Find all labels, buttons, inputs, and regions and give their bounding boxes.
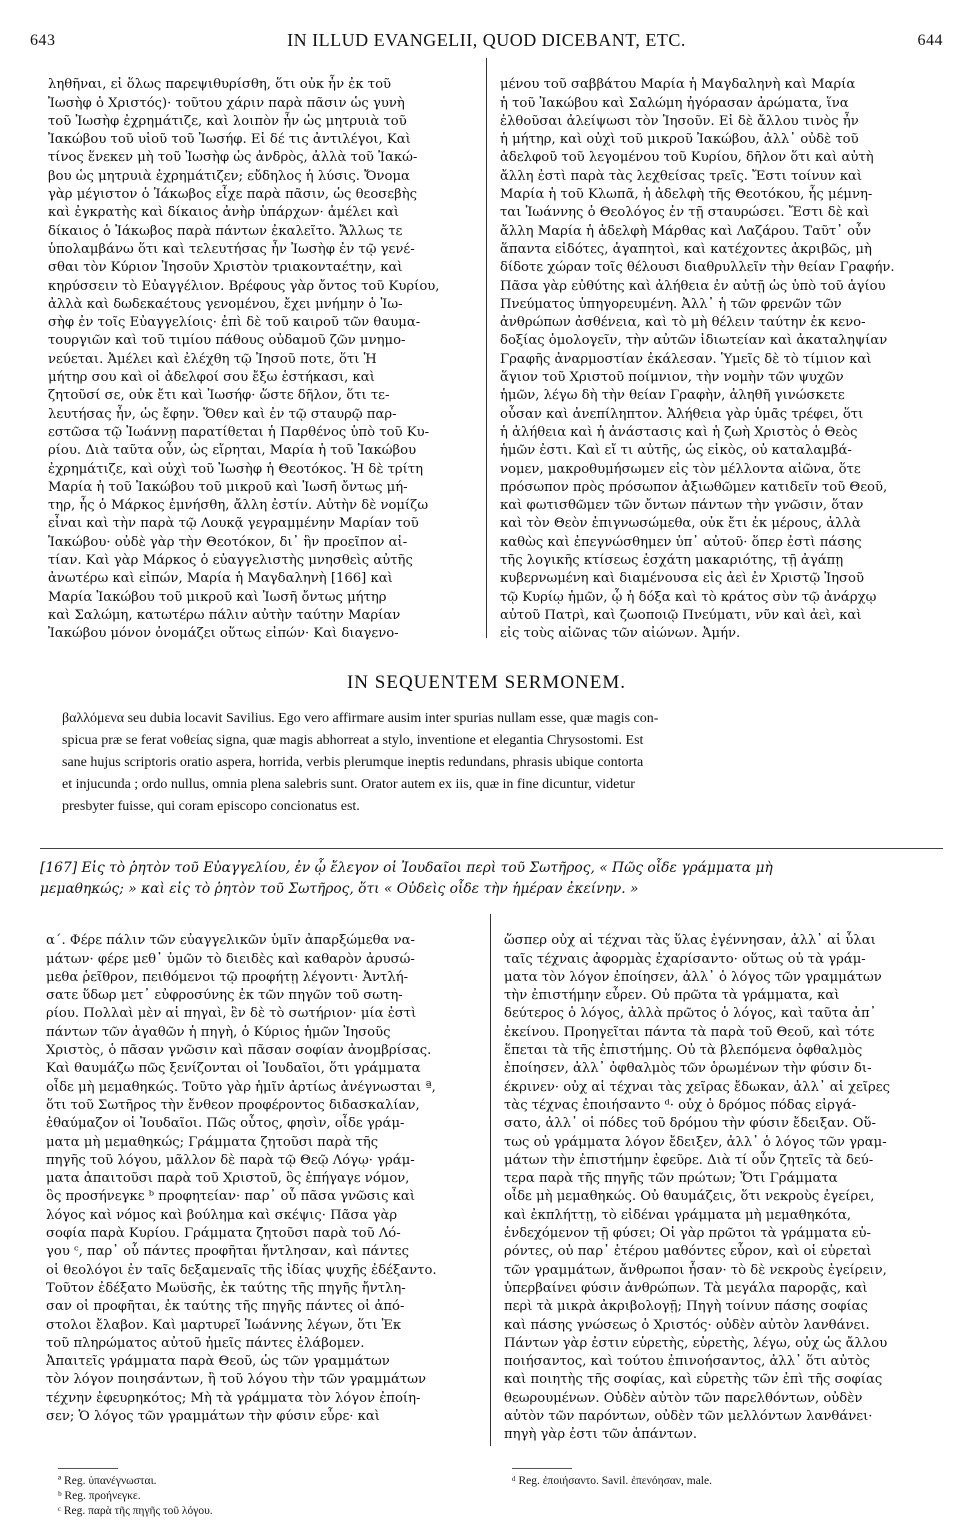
greek-text-block: ληθῆναι, εἰ ὅλως παρεψιθυρίσθη, ὅτι οὐκ ἦν ἐκ τοῦ Ἰωσὴφ ὁ Χριστός)· τοῦτου χάριν παρὰ πᾶσιν ὡς γυνὴ τοῦ Ἰωσὴφ ἐχρημάτιζε, καὶ λοιπὸν ἦν ὡς μητρυιὰ τοῦ Ἰακώβου τοῦ υἱοῦ τοῦ Ἰωσήφ. Εἰ δέ τις ἀντιλέγοι, Καὶ τίνος ἕνεκεν μὴ τοῦ Ἰωσὴφ ὡς ἀνδρὸς, ἀλλὰ τοῦ Ἰακώ- βου ὡς μητρυιὰ ἐχρημάτιζεν; εὔδηλος ἡ λύσις. Ὄνομα γὰρ μέγιστον ὁ Ἰάκωβος εἶχε παρὰ πᾶσιν, ὡς θεοσεβὴς καὶ ἐγκρατὴς καὶ δίκαιος ἀνὴρ ὑπάρχων· ἀμέλει καὶ δίκαιος ὁ Ἰάκωβος παρὰ πάντων ἐκαλεῖτο. Ἄλλως τε ὑπολαμβάνω ὅτι καὶ τελευτήσας ἦν Ἰωσὴφ ἐν τῷ γενέ- σθαι τὸν Κύριον Ἰησοῦν Χριστὸν τριακονταέτην, καὶ κηρύσσειν τὸ Εὐαγγέλιον. Βρέφους γὰρ ὄντος τοῦ Κυρίου, ἀλλὰ καὶ δωδεκαέτους γενομένου, ἔχει μνήμην ὁ Ἰω- σὴφ ἐν τοῖς Εὐαγγελίοις· ἐπὶ δὲ τοῦ καιροῦ τῶν θαυμα- τουργιῶν καὶ τοῦ τιμίου πάθους οὐδαμοῦ ζῶν μνημο- νεύεται. Ἀμέλει καὶ ἐλέχθη τῷ Ἰησοῦ ποτε, ὅτι Ἡ μήτηρ σου καὶ οἱ ἀδελφοί σου ἔξω ἑστήκασι, καὶ ζητοῦσί σε, οὐκ ἔτι καὶ Ἰωσήφ· ὥστε δῆλον, ὅτι τε- λευτήσας ἦν, ὡς ἔφην. Ὅθεν καὶ ἐν τῷ σταυρῷ παρ- εστῶσα τῷ Ἰωάννῃ παρατίθεται ἡ Παρθένος ὑπὸ τοῦ Κυ- ρίου. Διὰ ταῦτα οὖν, ὡς εἴρηται, Μαρία ἡ τοῦ Ἰακώβου ἐχρημάτιζε, καὶ οὐχὶ τοῦ Ἰωσὴφ ἡ Θεοτόκος. Ἡ δὲ τρίτη Μαρία ἡ τοῦ Ἰακώβου τοῦ μικροῦ καὶ Ἰωσῆ ὄντως μή- τηρ, ἧς ὁ Μάρκος ἐμνήσθη, ἄλλη ἐστίν. Αὐτὴν δὲ νομίζω εἶναι καὶ τὴν παρὰ τῷ Λουκᾷ γεγραμμένην Μαρίαν τοῦ Ἰακώβου· οὐδὲ γὰρ τὴν Θεοτόκον, δι᾽ ἣν προεῖπον αἰ- τίαν. Καὶ γὰρ Μάρκος ὁ εὐαγγελιστὴς μνησθεὶς αὐτῆς ἀνωτέρω καὶ εἰπών, Μαρία ἡ Μαγδαληνὴ [166] καὶ Μαρία Ἰακώβου τοῦ μικροῦ καὶ Ἰωσῆ ὄντως μήτηρ καὶ Σαλώμη, κατωτέρω πάλιν αὐτὴν ταύτην Μαρίαν Ἰακώβου μόνον ὀνομάζει οὕτως εἰπών· Καὶ διαγενο- (48, 77, 440, 642)
greek-text-block: ὥσπερ οὐχ αἱ τέχναι τὰς ὕλας ἐγέννησαν, ἀλλ᾽ αἱ ὗλαι ταῖς τέχναις ἀφορμὰς ἐχαρίσαντο· οὕτως οὐ τὰ γράμ- ματα τὸν λόγον ἐποίησεν, ἀλλ᾽ ὁ λόγος τῶν γραμμάτων τὴν ἐπιστήμην εὗρεν. Οὐ πρῶτα τὰ γράμματα, καὶ δεύτερος ὁ λόγος, ἀλλὰ πρῶτος ὁ λόγος, καὶ ταῦτα ἀπ᾽ ἐκείνου. Προηγεῖται πάντα τὰ παρὰ τοῦ Θεοῦ, καὶ τότε ἕπεται τὰ τῆς ἐπιστήμης. Οὐ τὰ βλεπόμενα ὀφθαλμὸς ἐποίησεν, ἀλλ᾽ ὀφθαλμὸς τῶν ὁρωμένων τὴν φύσιν δι- έκρινεν· οὐχ αἱ τέχναι τὰς χεῖρας ἔδωκαν, ἀλλ᾽ αἱ χεῖρες τὰς τέχνας ἐποιήσαντο ᵈ· οὐχ ὁ δρόμος πόδας εἰργά- σατο, ἀλλ᾽ οἱ πόδες τοῦ δρόμου τὴν φύσιν ἔδειξαν. Οὕ- τως οὐ γράμματα λόγον ἔδειξεν, ἀλλ᾽ ὁ λόγος τῶν γραμ- μάτων τὴν ἐπιστήμην ἐφεῦρε. Διὰ τί οὖν ζητεῖς τὰ δεύ- τερα παρὰ τῆς πηγῆς τῶν πρώτων; Ὅτι Γράμματα οἶδε μὴ μεμαθηκώς. Οὐ θαυμάζεις, ὅτι νεκροὺς ἐγείρει, καὶ ἐκπλήττῃ, τὸ εἰδέναι γράμματα μὴ μεμαθηκότα, ἐνδεχόμενον τῇ φύσει; Οἱ γὰρ πρῶτοι τὰ γράμματα εὑ- ρόντες, οὐ παρ᾽ ἑτέρου μαθόντες εὗρον, καὶ οἱ εὑρεταὶ τῶν γραμμάτων, ἄνθρωποι ἦσαν· τὸ δὲ νεκροὺς ἐγείρειν, ὑπερβαίνει φύσιν ἀνθρώπων. Τὰ μεγάλα παρορᾷς, καὶ περὶ τὰ μικρὰ ἀκριβολογῇ; Πηγὴ τοίνυν πάσης σοφίας καὶ πάσης γνώσεως ὁ Χριστός· οὐδὲν αὐτὸν λανθάνει. Πάντων γὰρ ἐστιν εὑρετὴς, εὑρετὴς, λέγω, οὐχ ὡς ἄλλου ποιήσαντος, καὶ τούτου ἐπινοήσαντος, ἀλλ᾽ ὅτι αὐτὸς καὶ ποιητὴς τῆς σοφίας, καὶ εὑρετὴς τῶν ἐπὶ τῆς σοφίας θεωρουμένων. Οὐδὲν αὐτὸν τῶν παρελθόντων, οὐδὲν αὐτὸν τῶν παρόντων, οὐδὲν τῶν μελλόντων λανθάνει· πηγὴ γὰρ ἐστι τῶν ἁπάντων. (504, 933, 891, 1443)
latin-introduction: βαλλόμενα seu dubia locavit Savilius. Ego vero affirmare ausim inter spurias nullam esse, quæ magis con- spicua præ se ferat νοθείας signa, quæ magis abhorreat a stylo, inventione et elegantia Chrysostomi. Est sane hujus scriptoris oratio aspera, horrida, verbis plerumque ineptis redundans, phrasis ubique contorta et injucunda ; ordo nullus, omnia plena salebris sunt. Orator autem ex iis, quæ in fine dicuntur, videtur presbyter fuisse, qui coram episcopo concionatus est. (62, 711, 659, 814)
bottom-left-column (46, 914, 478, 1460)
footnotes-right: ᵈ Reg. ἐποιήσαντο. Savil. ἐπενόησαν, male. (512, 1475, 712, 1487)
page-number-left: 643 (30, 32, 56, 49)
top-left-column (48, 58, 470, 650)
page-number-right: 644 (917, 32, 943, 49)
section-heading: IN SEQUENTEM SERMONEM. (346, 672, 627, 693)
greek-text-block: μένου τοῦ σαββάτου Μαρία ἡ Μαγδαληνὴ καὶ Μαρία ἡ τοῦ Ἰακώβου καὶ Σαλώμη ἠγόρασαν ἀρώματα, ἵνα ἐλθοῦσαι ἀλείψωσι τὸν Ἰησοῦν. Εἰ δὲ ἄλλου τινὸς ἦν ἡ μήτηρ, καὶ οὐχὶ τοῦ μικροῦ Ἰακώβου, ἀλλ᾽ οὐδὲ τοῦ ἀδελφοῦ τοῦ λεγομένου τοῦ Κυρίου, δῆλον ὅτι καὶ αὐτὴ ἄλλη ἐστὶ παρὰ τὰς λεχθείσας τρεῖς. Ἔστι τοίνυν καὶ Μαρία ἡ τοῦ Κλωπᾶ, ἡ ἀδελφὴ τῆς Θεοτόκου, ἧς μέμνη- ται Ἰωάννης ὁ Θεολόγος ἐν τῇ σταυρώσει. Ἔστι δὲ καὶ ἄλλη Μαρία ἡ ἀδελφὴ Μάρθας καὶ Λαζάρου. Ταῦτ᾽ οὖν ἅπαντα εἰδότες, ἀγαπητοὶ, καὶ κατέχοντες ἀκριβῶς, μὴ δίδοτε χώραν τοῖς θέλουσι διαθρυλλεῖν τὴν θείαν Γραφήν. Πᾶσα γὰρ εὐθύτης καὶ ἀλήθεια ἐν αὐτῇ ὡς ὑπὸ τοῦ ἁγίου Πνεύματος ὑπηγορευμένη. Ἀλλ᾽ ἡ τῶν φρενῶν τῶν ἀνθρώπων ἀσθένεια, καὶ τὸ μὴ θέλειν ταύτην ἐκ κενο- δοξίας ὁμολογεῖν, τὴν αὐτῶν ἰδιωτείαν καὶ ἀκαταληψίαν Γραφῆς ἀναρμοστίαν ἐκάλεσαν. Ὑμεῖς δὲ τὸ τίμιον καὶ ἅγιον τοῦ Χριστοῦ ποίμνιον, τὴν νομὴν τῶν ψυχῶν ἡμῶν, λέγω δὴ τὴν θείαν Γραφὴν, ἀληθῆ γινώσκετε οὖσαν καὶ ἀνεπίληπτον. Ἀλήθεια γὰρ ὑμᾶς τρέφει, ὅτι ἡ ἀλήθεια καὶ ἡ ἀνάστασις καὶ ἡ ζωὴ Χριστὸς ὁ Θεὸς ἡμῶν ἐστι. Καὶ εἴ τι αὐτῆς, ὡς εἰκὸς, οὐ καταλαμβά- νομεν, μακροθυμήσωμεν εἰς τὸν μέλλοντα αἰῶνα, ὅτε πρόσωπον πρὸς πρόσωπον ἀξιωθῶμεν κατιδεῖν τοῦ Θεοῦ, καὶ φωτισθῶμεν τῶν ὄντων πάντων τὴν γνῶσιν, ὅταν καὶ τὸν Θεὸν ἐπιγνωσώμεθα, οὐκ ἔτι ἐκ μέρους, ἀλλὰ καθὼς καὶ ἐπεγνώσθημεν ὑπ᾽ αὐτοῦ· ὅπερ ἐστὶ πάσης τῆς λογικῆς κτίσεως ἐσχάτη μακαριότης, τῇ ἀγάπῃ κυβερνωμένη καὶ διαμένουσα εἰς ἀεὶ ἐν Χριστῷ Ἰησοῦ τῷ Κυρίῳ ἡμῶν, ᾧ ἡ δόξα καὶ τὸ κράτος σὺν τῷ ἀνάρχῳ αὐτοῦ Πατρὶ, καὶ ζωοποιῷ Πνεύματι, νῦν καὶ ἀεὶ, καὶ εἰς τοὺς αἰῶνας τῶν αἰώνων. Ἀμήν. (500, 77, 895, 642)
column-divider (486, 58, 487, 638)
running-header (30, 30, 943, 54)
column-divider (490, 914, 491, 1446)
top-right-column (500, 58, 940, 650)
footnotes-left: ª Reg. ὑπανέγνωσται. ᵇ Reg. προήνεγκε. ᶜ Reg. παρὰ τῆς πηγῆς τοῦ λόγου. (58, 1475, 213, 1517)
divider (40, 848, 943, 849)
footnote-rule (512, 1468, 572, 1469)
footnote-rule (58, 1468, 118, 1469)
sermon-title: [167] Εἰς τὸ ῥητὸν τοῦ Εὐαγγελίου, ἐν ᾧ ἔλεγον οἱ Ἰουδαῖοι περὶ τοῦ Σωτῆρος, « Πῶς οἶδε γράμματα μὴ μεμαθηκώς; » καὶ εἰς τὸ ῥητὸν τοῦ Σωτῆρος, ὅτι « Οὐδεὶς οἶδε τὴν ἡμέραν ἐκείνην. » (40, 860, 773, 897)
greek-text-block: α΄. Φέρε πάλιν τῶν εὐαγγελικῶν ὑμῖν ἀπαρξώμεθα να- μάτων· φέρε μεθ᾽ ὑμῶν τὸ διειδὲς καὶ καθαρὸν ἀρυσώ- μεθα ῥεῖθρον, πειθόμενοι τῷ προφήτῃ λέγοντι· Ἀντλή- σατε ὕδωρ μετ᾽ εὐφροσύνης ἐκ τῶν πηγῶν τοῦ σωτη- ρίου. Πολλαὶ μὲν αἱ πηγαὶ, ἓν δὲ τὸ σωτήριον· μία ἐστὶ πάντων τῶν ἀγαθῶν ἡ πηγὴ, ὁ Κύριος ἡμῶν Ἰησοῦς Χριστὸς, ὁ πᾶσαν γνῶσιν καὶ πᾶσαν σοφίαν ἀνομβρίσας. Καὶ θαυμάζω πῶς ξενίζονται οἱ Ἰουδαῖοι, ὅτι γράμματα οἶδε μὴ μεμαθηκώς. Τοῦτο γὰρ ἡμῖν ἀρτίως ἀνέγνωσται ª, ὅτι τοῦ Σωτῆρος τὴν ἔνθεον προφέροντος διδασκαλίαν, ἐθαύμαζον οἱ Ἰουδαῖοι. Πῶς οὗτος, φησὶν, οἶδε γράμ- ματα μὴ μεμαθηκώς; Γράμματα ζητοῦσι παρὰ τῆς πηγῆς τοῦ λόγου, μᾶλλον δὲ παρὰ τῷ Θεῷ Λόγῳ· γράμ- ματα ἀπαιτοῦσι παρὰ τοῦ Χριστοῦ, ὃς ἐπήγαγε νόμον, ὃς προσήνεγκε ᵇ προφητείαν· παρ᾽ οὗ πᾶσα γνῶσις καὶ λόγος καὶ νόμος καὶ βούλημα καὶ σκέψις· Πᾶσα γὰρ σοφία παρὰ Κυρίου. Γράμματα ζητοῦσι παρὰ τοῦ Λό- γου ᶜ, παρ᾽ οὗ πάντες προφῆται ἤντλησαν, καὶ πάντες οἱ θεολόγοι ἐν ταῖς δεξαμεναῖς τῆς ἰδίας ψυχῆς ἐδέξαντο. Τοῦτον ἐδέξατο Μωϋσῆς, ἐκ ταύτης τῆς πηγῆς ἤντλη- σαν οἱ προφῆται, ἐκ ταύτης τῆς πηγῆς πάντες οἱ ἀπό- στολοι ἔλαβον. Καὶ μαρτυρεῖ Ἰωάννης λέγων, ὅτι Ἐκ τοῦ πληρώματος αὐτοῦ ἡμεῖς πάντες ἐλάβομεν. Ἀπαιτεῖς γράμματα παρὰ Θεοῦ, ὡς τῶν γραμμάτων τὸν λόγον ποιησάντων, ἢ τοῦ λόγου τὴν τῶν γραμμάτων τέχνην ἐφευρηκότος; Μὴ τὰ γράμματα τὸν λόγον ἐποίη- σεν; Ὁ λόγος τῶν γραμμάτων τὴν φύσιν εὗρε· καὶ (46, 933, 437, 1425)
running-title: IN ILLUD EVANGELII, QUOD DICEBANT, ETC. (287, 30, 686, 50)
bottom-right-column (504, 914, 940, 1460)
